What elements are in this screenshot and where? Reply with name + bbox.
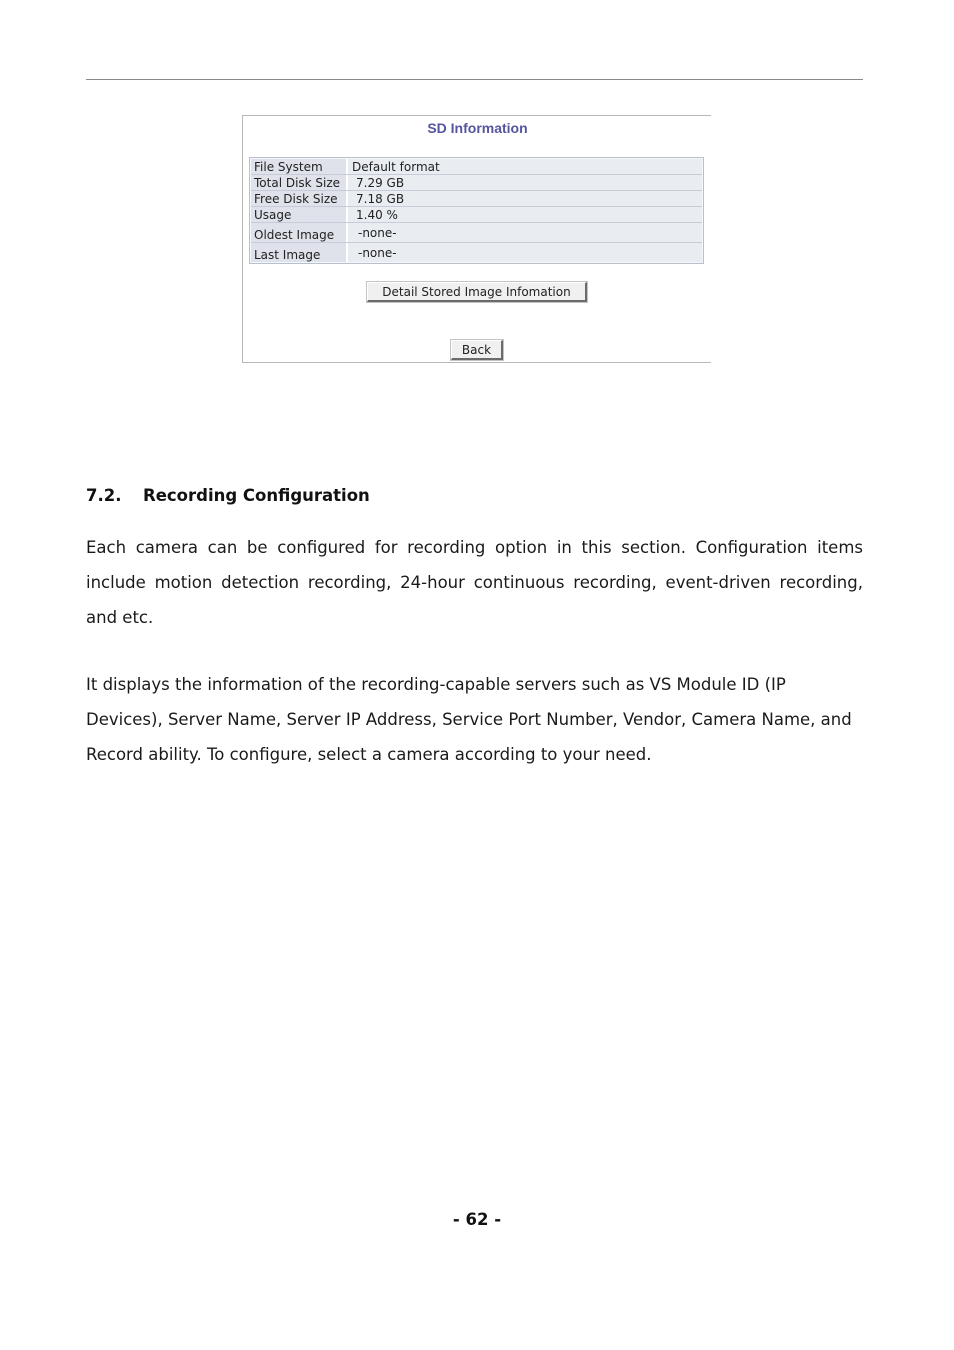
row-value-last-image: -none-	[348, 243, 702, 262]
table-row	[251, 243, 702, 262]
row-value-total-disk-size: 7.29 GB	[348, 175, 702, 190]
row-label-file-system: File System	[251, 159, 348, 174]
sd-information-panel	[242, 115, 711, 363]
paragraph-recording-options: Each camera can be configured for recording option in this section. Configuration items include motion detection recording, 24-hour continuous recording, event-driven recording, and etc.	[86, 538, 863, 627]
table-row	[251, 207, 702, 223]
page-number: - 62 -	[452, 1210, 502, 1229]
row-label-last-image: Last Image	[251, 243, 348, 262]
section-number: 7.2.	[86, 486, 122, 505]
row-value-free-disk-size: 7.18 GB	[348, 191, 702, 206]
section-title: Recording Configuration	[143, 486, 370, 505]
header-rule	[86, 79, 863, 80]
row-label-total-disk-size: Total Disk Size	[251, 175, 348, 190]
section-heading	[86, 486, 370, 505]
paragraph-server-info: It displays the information of the recording-capable servers such as VS Module ID (IP Devices), Server Name, Server IP Address, Service Port Number, Vendor, Camera Name, and Record ability. To configure, select a camera according to your need.	[86, 675, 852, 764]
table-row	[251, 159, 702, 175]
back-button[interactable]: Back	[451, 340, 503, 360]
row-label-usage: Usage	[251, 207, 348, 222]
detail-stored-image-button[interactable]: Detail Stored Image Infomation	[367, 282, 587, 302]
table-row	[251, 175, 702, 191]
row-value-file-system: Default format	[348, 159, 702, 174]
row-value-usage: 1.40 %	[348, 207, 702, 222]
row-label-oldest-image: Oldest Image	[251, 223, 348, 242]
table-row	[251, 223, 702, 243]
row-value-oldest-image: -none-	[348, 223, 702, 242]
row-label-free-disk-size: Free Disk Size	[251, 191, 348, 206]
table-row	[251, 191, 702, 207]
sd-info-table	[249, 157, 704, 264]
panel-title: SD Information	[427, 120, 528, 136]
